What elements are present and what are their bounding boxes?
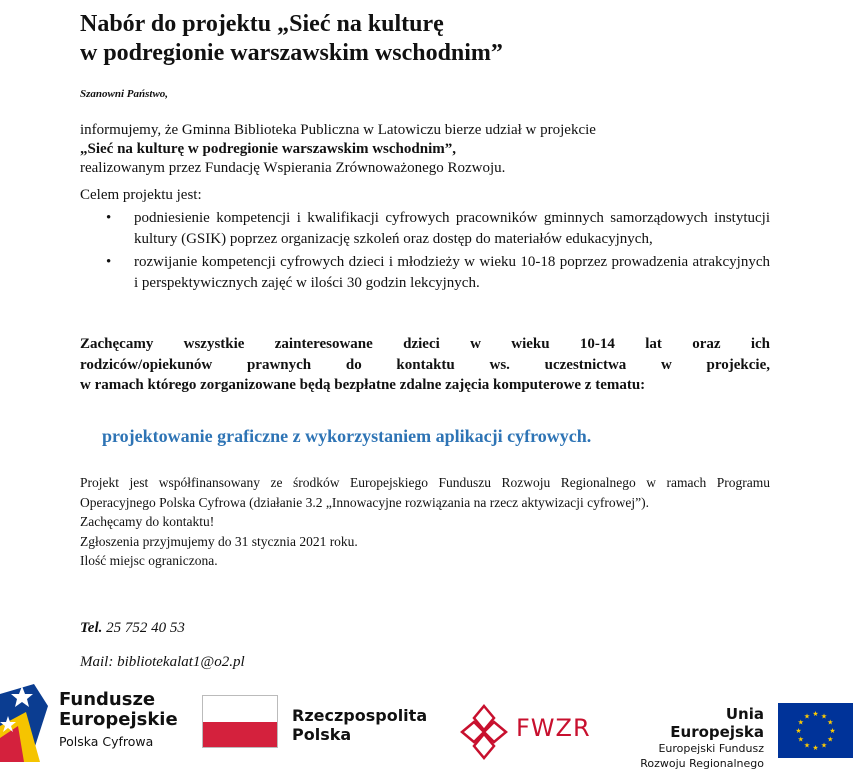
class-topic: projektowanie graficzne z wykorzystaniem aplikacji cyfrowych. (102, 426, 592, 446)
eu-star-icon: ★ (827, 718, 834, 727)
ue-line: Rozwoju Regionalnego (640, 757, 764, 770)
eu-star-icon: ★ (829, 727, 836, 735)
eu-star-icon: ★ (827, 735, 834, 744)
mail-label: Mail: (80, 654, 114, 670)
funding-paragraph (80, 473, 770, 571)
call-to-action (80, 334, 770, 396)
list-item (80, 208, 770, 249)
fe-line: Polska Cyfrowa (59, 734, 154, 749)
fwzr-text: FWZR (516, 714, 591, 742)
eu-flag-icon (778, 703, 853, 758)
bullet-icon: • (106, 210, 112, 226)
phone-label: Tel. (80, 620, 103, 636)
rzeczpospolita-polska-text (292, 706, 427, 744)
contact-invite: Zachęcamy do kontaktu! (80, 514, 215, 529)
intro-paragraph (80, 121, 770, 178)
polish-flag-icon (202, 695, 278, 748)
fe-line: Europejskie (59, 709, 178, 730)
page-title (80, 10, 780, 68)
fundusze-europejskie-text (59, 690, 178, 749)
goal-list (80, 208, 770, 296)
greeting: Szanowni Państwo, (80, 88, 169, 100)
list-item-text: rozwijanie kompetencji cyfrowych dzieci i młodzieży w wieku 10-18 poprzez prowadzenia atrakcyjnych i perspektywicznych zajęć w ilości 30 godzin lekcyjnych. (134, 254, 770, 291)
phone-contact (80, 620, 185, 637)
list-item-text: podniesienie kompetencji i kwalifikacji cyfrowych pracowników gminnych samorządowych instytucji kultury (GSIK) poprzez organizację szkoleń oraz dostęp do materiałów edukacyjnych, (134, 210, 770, 247)
cta-line: Zachęcamy wszystkie zainteresowane dzieci w wieku 10-14 lat oraz ich (80, 336, 770, 352)
eu-star-icon: ★ (803, 712, 811, 721)
unia-europejska-text (632, 705, 764, 771)
project-name: „Sieć na kulturę w podregionie warszawskim wschodnim”, (80, 141, 456, 157)
eu-star-icon: ★ (812, 744, 819, 752)
rp-line: Polska (292, 725, 352, 744)
goal-heading: Celem projektu jest: (80, 187, 202, 203)
eu-star-icon: ★ (803, 741, 811, 750)
fundusze-europejskie-logo-icon (0, 676, 48, 762)
eu-star-icon: ★ (820, 712, 828, 721)
cta-line: rodziców/opiekunów prawnych do kontaktu ws. uczestnictwa w projekcie, (80, 356, 770, 373)
fe-line: Fundusze (59, 689, 156, 710)
ue-line: Unia Europejska (670, 705, 764, 741)
fwzr-logo-icon (458, 702, 510, 762)
cta-line: w ramach którego zorganizowane będą bezpłatne zdalne zajęcia komputerowe z tematu: (80, 377, 646, 393)
eu-star-icon: ★ (797, 718, 804, 727)
deadline: Zgłoszenia przyjmujemy do 31 stycznia 2021 roku. (80, 533, 358, 549)
logo-bar (0, 672, 861, 768)
phone-number: 25 752 40 53 (106, 620, 185, 636)
intro-line: informujemy, że Gminna Biblioteka Publiczna w Latowiczu bierze udział w projekcie (80, 122, 596, 138)
eu-star-icon: ★ (795, 727, 802, 735)
bullet-icon: • (106, 254, 112, 270)
mail-contact (80, 654, 245, 671)
title-line-1: Nabór do projektu „Sieć na kulturę (80, 11, 444, 37)
places-note: Ilość miejsc ograniczona. (80, 553, 218, 568)
list-item (80, 252, 770, 293)
eu-star-icon: ★ (797, 735, 804, 744)
title-line-2: w podregionie warszawskim wschodnim” (80, 40, 503, 66)
eu-star-icon: ★ (812, 710, 819, 718)
ue-line: Europejski Fundusz (658, 742, 764, 755)
rp-line: Rzeczpospolita (292, 706, 428, 725)
intro-line: realizowanym przez Fundację Wspierania Zrównoważonego Rozwoju. (80, 160, 506, 176)
funding-text: Projekt jest współfinansowany ze środków Europejskiego Funduszu Rozwoju Regionalnego w ramach Programu Operacyjnego Polska Cyfrowa (działanie 3.2 „Innowacyjne rozwiązania na rzecz aktywizacji cyfrowej”). (80, 475, 770, 510)
mail-address: bibliotekalat1@o2.pl (117, 654, 245, 670)
eu-star-icon: ★ (820, 741, 828, 750)
